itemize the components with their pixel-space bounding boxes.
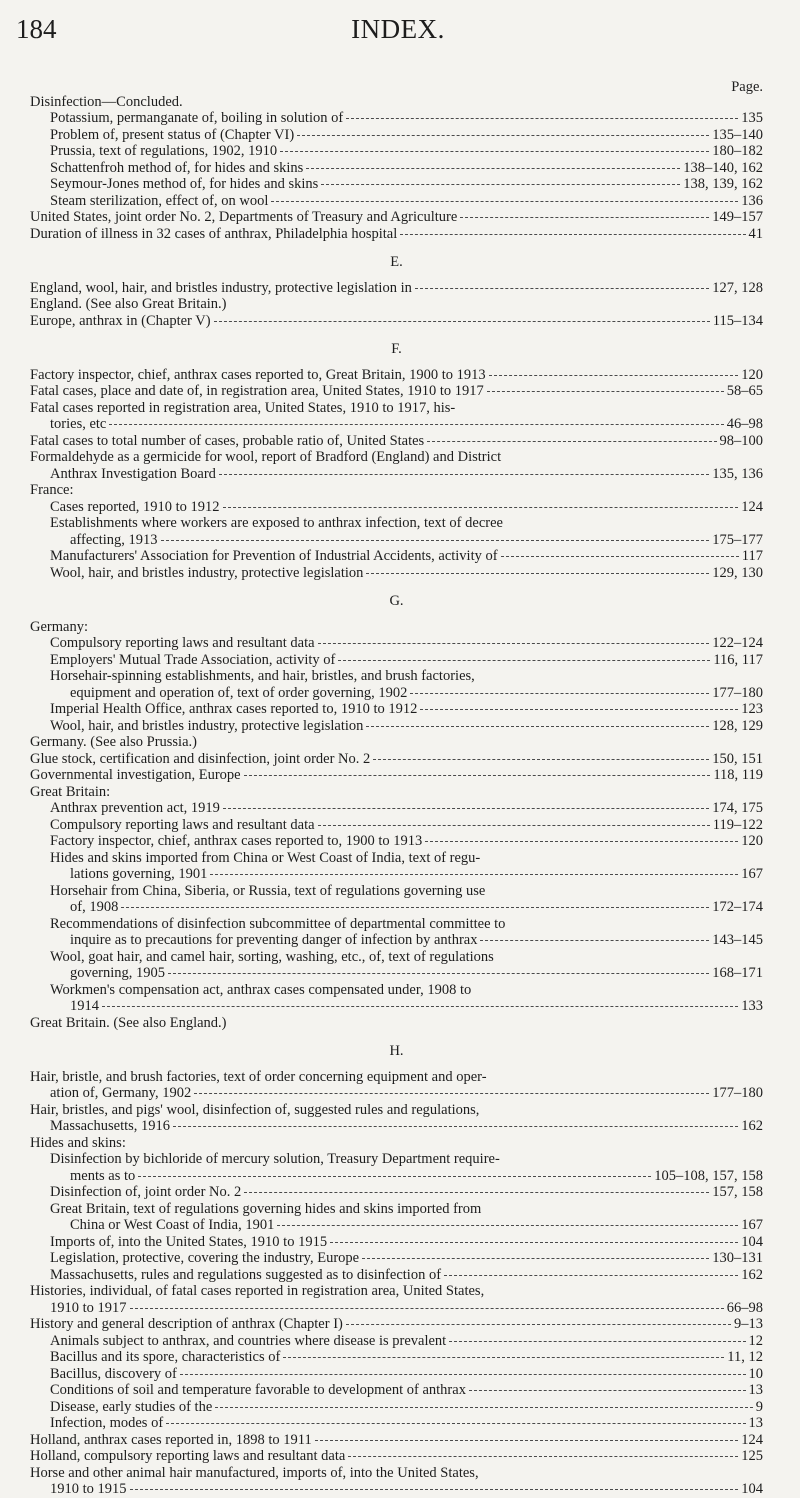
index-entry <box>30 800 763 817</box>
entry-page-ref: 135–140 <box>712 126 763 143</box>
dot-leader <box>415 287 709 289</box>
entry-text: Disease, early studies of the <box>50 1398 213 1415</box>
entry-page-ref: 177–180 <box>712 684 763 701</box>
entry-page-ref: 123 <box>741 701 763 717</box>
entry-text: Anthrax prevention act, 1919 <box>50 800 220 816</box>
dot-leader <box>330 1241 738 1243</box>
entry-text-first-line: Histories, individual, of fatal cases reported in registration area, United States, <box>30 1283 485 1299</box>
dot-leader <box>318 642 710 644</box>
entry-text: Problem of, present status of (Chapter VI) <box>50 126 295 143</box>
entry-text-first-line: Horsehair-spinning establishments, and hair, bristles, and brush factories, <box>50 668 475 684</box>
index-entry <box>30 619 763 636</box>
entry-text: Duration of illness in 32 cases of anthrax, Philadelphia hospital <box>30 225 398 242</box>
dot-leader <box>130 1488 739 1490</box>
dot-leader <box>244 1191 709 1193</box>
entry-page-ref: 167 <box>741 1217 763 1233</box>
dot-leader <box>210 873 738 875</box>
entry-text: Holland, compulsory reporting laws and resultant data <box>30 1448 346 1464</box>
entry-text: Fatal cases to total number of cases, probable ratio of, United States <box>30 432 425 449</box>
section-letter: F. <box>391 341 402 357</box>
entry-text: 1910 to 1915 <box>50 1481 127 1497</box>
index-entry <box>30 1448 763 1465</box>
index-section <box>30 341 763 581</box>
entry-page-ref: 46–98 <box>726 416 763 432</box>
entry-page-ref: 104 <box>741 1233 763 1250</box>
index-entry <box>30 383 763 400</box>
entry-text: Employers' Mutual Trade Association, activity of <box>50 651 336 668</box>
entry-page-ref: 120 <box>741 366 763 383</box>
index-entry <box>30 1349 763 1366</box>
index-entry <box>30 1201 763 1234</box>
entry-text: 1910 to 1917 <box>50 1299 127 1316</box>
index-entry <box>30 982 763 1015</box>
entry-page-ref: 115–134 <box>712 312 763 329</box>
entry-text: lations governing, 1901 <box>70 866 208 882</box>
dot-leader <box>400 233 745 235</box>
entry-text: Hides and skins: <box>30 1134 126 1151</box>
entry-text: Seymour-Jones method of, for hides and skins <box>50 176 319 192</box>
entry-page-ref: 175–177 <box>712 531 763 548</box>
entry-page-ref: 58–65 <box>726 383 763 399</box>
entry-page-ref: 125 <box>741 1448 763 1464</box>
entry-text: France: <box>30 482 74 498</box>
dot-leader <box>321 183 680 185</box>
dot-leader <box>223 506 739 508</box>
index-entry <box>30 635 763 652</box>
entry-page-ref: 129, 130 <box>712 564 763 581</box>
index-entry <box>30 1415 763 1432</box>
entry-text: Anthrax Investigation Board <box>50 465 216 482</box>
index-entry <box>30 482 763 499</box>
dot-leader <box>130 1307 724 1309</box>
entry-page-ref: 135, 136 <box>712 465 763 482</box>
section-letter: G. <box>389 593 404 609</box>
index-entry <box>30 734 763 751</box>
dot-leader <box>223 807 709 809</box>
entry-page-ref: 10 <box>748 1365 763 1382</box>
dot-leader <box>469 1389 746 1391</box>
entry-page-ref: 167 <box>741 866 763 882</box>
index-entry <box>30 668 763 701</box>
entry-text: Compulsory reporting laws and resultant data <box>50 635 315 651</box>
entry-page-ref: 180–182 <box>712 143 763 159</box>
dot-leader <box>348 1455 738 1457</box>
dot-leader <box>366 572 709 574</box>
entry-page-ref: 138–140, 162 <box>683 159 763 176</box>
dot-leader <box>219 473 709 475</box>
entry-text: Disinfection of, joint order No. 2 <box>50 1184 242 1200</box>
dot-leader <box>480 939 709 941</box>
entry-page-ref: 118, 119 <box>713 767 763 783</box>
index-entry <box>30 1333 763 1350</box>
entry-text: Massachusetts, 1916 <box>50 1118 171 1134</box>
entry-text-first-line: Recommendations of disinfection subcommittee of departmental committee to <box>50 915 506 932</box>
index-entry <box>30 1465 763 1498</box>
entry-page-ref: 124 <box>741 1431 763 1448</box>
dot-leader <box>277 1224 738 1226</box>
dot-leader <box>444 1274 738 1276</box>
index-entry <box>30 1267 763 1284</box>
index-entry <box>30 209 763 226</box>
entry-page-ref: 157, 158 <box>712 1184 763 1200</box>
entry-text-first-line: Hides and skins imported from China or West Coast of India, text of regu- <box>50 849 481 866</box>
dot-leader <box>410 692 709 694</box>
entry-page-ref: 13 <box>748 1382 763 1398</box>
entry-text: Massachusetts, rules and regulations suggested as to disinfection of <box>50 1266 442 1283</box>
index-entry <box>30 850 763 883</box>
index-entry <box>30 226 763 243</box>
entry-page-ref: 124 <box>741 498 763 515</box>
entry-page-ref: 105–108, 157, 158 <box>654 1167 763 1184</box>
entry-text: Factory inspector, chief, anthrax cases reported to, 1900 to 1913 <box>50 833 423 849</box>
index-entry <box>30 296 763 313</box>
dot-leader <box>297 134 709 136</box>
index-section <box>30 254 763 329</box>
dot-leader <box>180 1373 746 1375</box>
dot-leader <box>449 1340 745 1342</box>
entry-text: Compulsory reporting laws and resultant data <box>50 816 315 833</box>
entry-page-ref: 162 <box>741 1118 763 1134</box>
running-header <box>16 14 780 48</box>
dot-leader <box>306 167 680 169</box>
dot-leader <box>373 758 709 760</box>
index-entry <box>30 449 763 482</box>
index-entry <box>30 916 763 949</box>
dot-leader <box>215 1406 752 1408</box>
entry-page-ref: 127, 128 <box>712 279 763 296</box>
entry-page-ref: 122–124 <box>712 635 763 651</box>
entry-text-first-line: Great Britain, text of regulations governing hides and skins imported from <box>50 1200 482 1217</box>
entry-page-ref: 130–131 <box>712 1250 763 1266</box>
dot-leader <box>161 539 710 541</box>
entry-text-first-line: Workmen's compensation act, anthrax cases compensated under, 1908 to <box>50 981 472 998</box>
running-title: INDEX. <box>351 14 445 44</box>
index-entry <box>30 367 763 384</box>
entry-text: Factory inspector, chief, anthrax cases reported to, Great Britain, 1900 to 1913 <box>30 366 486 383</box>
index-entry <box>30 565 763 582</box>
entry-text: Great Britain: <box>30 783 111 800</box>
entry-page-ref: 174, 175 <box>712 800 763 816</box>
dot-leader <box>489 374 739 376</box>
index-entry <box>30 1366 763 1383</box>
entry-text: Animals subject to anthrax, and countries where disease is prevalent <box>50 1332 447 1349</box>
entry-text: England, wool, hair, and bristles industry, protective legislation in <box>30 279 412 296</box>
entry-page-ref: 128, 129 <box>712 717 763 734</box>
section-letter: H. <box>389 1043 404 1059</box>
dot-leader <box>166 1422 745 1424</box>
dot-leader <box>138 1175 651 1177</box>
index-entry <box>30 433 763 450</box>
dot-leader <box>102 1005 738 1007</box>
entry-page-ref: 120 <box>741 833 763 849</box>
entry-text: Schattenfroh method of, for hides and skins <box>50 159 304 176</box>
dot-leader <box>366 725 709 727</box>
dot-leader <box>501 555 739 557</box>
entry-text-first-line: Disinfection by bichloride of mercury solution, Treasury Department require- <box>50 1151 500 1167</box>
dot-leader <box>194 1092 709 1094</box>
dot-leader <box>168 972 709 974</box>
index-entry <box>30 1102 763 1135</box>
entry-text: Europe, anthrax in (Chapter V) <box>30 312 211 329</box>
index-entry <box>30 400 763 433</box>
index-entry <box>30 143 763 160</box>
entry-text-first-line: Establishments where workers are exposed to anthrax infection, text of decree <box>50 515 503 531</box>
index-entry <box>30 1283 763 1316</box>
entry-page-ref: 12 <box>748 1332 763 1349</box>
entry-text: United States, joint order No. 2, Departments of Treasury and Agriculture <box>30 209 458 225</box>
index-entry <box>30 499 763 516</box>
index-entry <box>30 1069 763 1102</box>
entry-text: Governmental investigation, Europe <box>30 767 241 783</box>
entry-page-ref: 9 <box>755 1398 763 1415</box>
dot-leader <box>271 200 738 202</box>
page-number: 184 <box>16 14 57 44</box>
index-content <box>30 79 763 1498</box>
dot-leader <box>460 216 709 218</box>
entry-text: inquire as to precautions for preventing danger of infection by anthrax <box>70 932 478 948</box>
dot-leader <box>315 1439 739 1441</box>
entry-page-ref: 11, 12 <box>727 1349 763 1365</box>
page-column-label: Page. <box>731 79 763 95</box>
index-entry <box>30 1432 763 1449</box>
entry-text-first-line: Hair, bristle, and brush factories, text of order concerning equipment and oper- <box>30 1068 487 1085</box>
entry-text-first-line: Horsehair from China, Siberia, or Russia, text of regulations governing use <box>50 882 486 899</box>
entry-page-ref: 177–180 <box>712 1085 763 1101</box>
index-entry <box>30 1184 763 1201</box>
entry-text: Bacillus, discovery of <box>50 1365 177 1382</box>
dot-leader <box>121 906 709 908</box>
index-entry <box>30 652 763 669</box>
index-entry <box>30 94 763 111</box>
index-entry <box>30 548 763 565</box>
entry-page-ref: 116, 117 <box>713 651 763 668</box>
entry-page-ref: 13 <box>748 1415 763 1431</box>
index-entry <box>30 1316 763 1333</box>
entry-text: Potassium, permanganate of, boiling in solution of <box>50 110 344 126</box>
entry-text: 1914 <box>70 998 99 1014</box>
entry-text: Wool, hair, and bristles industry, protective legislation <box>50 717 364 734</box>
entry-text: Prussia, text of regulations, 1902, 1910 <box>50 143 278 159</box>
index-entry <box>30 767 763 784</box>
entry-page-ref: 149–157 <box>712 209 763 225</box>
entry-page-ref: 168–171 <box>712 965 763 981</box>
index-entry <box>30 883 763 916</box>
index-entry <box>30 1399 763 1416</box>
entry-text: Legislation, protective, covering the industry, Europe <box>50 1250 360 1266</box>
entry-text: affecting, 1913 <box>70 531 158 548</box>
index-entry <box>30 160 763 177</box>
entry-page-ref: 66–98 <box>726 1299 763 1316</box>
entry-text: Bacillus and its spore, characteristics of <box>50 1349 281 1365</box>
entry-text: Manufacturers' Association for Prevention of Industrial Accidents, activity of <box>50 548 498 564</box>
dot-leader <box>214 320 710 322</box>
entry-text: Disinfection—Concluded. <box>30 93 183 110</box>
index-entry <box>30 1135 763 1152</box>
entry-text-first-line: Horse and other animal hair manufactured, imports of, into the United States, <box>30 1464 479 1481</box>
entry-page-ref: 119–122 <box>712 816 763 833</box>
entry-text: Cases reported, 1910 to 1912 <box>50 498 220 515</box>
entry-page-ref: 133 <box>741 998 763 1014</box>
entry-text: Glue stock, certification and disinfection, joint order No. 2 <box>30 750 371 767</box>
entry-text: of, 1908 <box>70 899 119 915</box>
dot-leader <box>338 659 710 661</box>
entry-page-ref: 41 <box>748 225 763 242</box>
entry-text-first-line: Hair, bristles, and pigs' wool, disinfection of, suggested rules and regulations, <box>30 1101 480 1118</box>
dot-leader <box>427 440 716 442</box>
entry-text: History and general description of anthrax (Chapter I) <box>30 1316 343 1332</box>
index-entry <box>30 1015 763 1032</box>
entry-text: ation of, Germany, 1902 <box>50 1085 192 1101</box>
index-entry <box>30 176 763 193</box>
index-section <box>30 94 763 243</box>
dot-leader <box>346 117 738 119</box>
index-section <box>30 593 763 1031</box>
index-entry <box>30 784 763 801</box>
dot-leader <box>173 1125 738 1127</box>
entry-text-first-line: Formaldehyde as a germicide for wool, report of Bradford (England) and District <box>30 449 502 465</box>
dot-leader <box>346 1323 731 1325</box>
entry-page-ref: 9–13 <box>734 1316 763 1332</box>
index-entry <box>30 701 763 718</box>
entry-text: tories, etc <box>50 416 107 432</box>
index-entry <box>30 833 763 850</box>
entry-text: equipment and operation of, text of order governing, 1902 <box>70 684 408 701</box>
index-entry <box>30 718 763 735</box>
index-entry <box>30 313 763 330</box>
entry-page-ref: 143–145 <box>712 932 763 948</box>
dot-leader <box>283 1356 724 1358</box>
entry-text-first-line: Wool, goat hair, and camel hair, sorting, washing, etc., of, text of regulations <box>50 948 494 965</box>
entry-page-ref: 135 <box>741 110 763 126</box>
entry-text: Fatal cases, place and date of, in registration area, United States, 1910 to 1917 <box>30 383 484 399</box>
entry-page-ref: 98–100 <box>719 432 763 449</box>
dot-leader <box>487 390 724 392</box>
entry-text-first-line: Fatal cases reported in registration area, United States, 1910 to 1917, his- <box>30 399 456 416</box>
index-entry <box>30 1382 763 1399</box>
entry-text: England. (See also Great Britain.) <box>30 296 227 312</box>
section-letter: E. <box>390 254 403 270</box>
entry-page-ref: 150, 151 <box>712 750 763 767</box>
index-entry <box>30 949 763 982</box>
index-entry <box>30 127 763 144</box>
entry-text: Wool, hair, and bristles industry, protective legislation <box>50 564 364 581</box>
dot-leader <box>425 840 738 842</box>
entry-page-ref: 104 <box>741 1481 763 1497</box>
entry-page-ref: 136 <box>741 192 763 209</box>
entry-text: Germany: <box>30 618 88 635</box>
index-entry <box>30 1250 763 1267</box>
entry-page-ref: 138, 139, 162 <box>683 176 763 192</box>
dot-leader <box>244 774 711 776</box>
index-entry <box>30 515 763 548</box>
entry-text: Imports of, into the United States, 1910 to 1915 <box>50 1233 328 1250</box>
entry-text: Great Britain. (See also England.) <box>30 1014 227 1031</box>
entry-text: Holland, anthrax cases reported in, 1898 to 1911 <box>30 1431 312 1448</box>
index-entry <box>30 110 763 127</box>
index-entry <box>30 817 763 834</box>
dot-leader <box>420 708 738 710</box>
index-section <box>30 1043 763 1498</box>
entry-text: China or West Coast of India, 1901 <box>70 1217 275 1233</box>
index-entry <box>30 1234 763 1251</box>
entry-page-ref: 117 <box>741 548 763 564</box>
entry-page-ref: 172–174 <box>712 899 763 915</box>
entry-text: ments as to <box>70 1167 136 1184</box>
dot-leader <box>318 824 710 826</box>
entry-text: Imperial Health Office, anthrax cases reported to, 1910 to 1912 <box>50 701 418 717</box>
entry-text: Steam sterilization, effect of, on wool <box>50 192 269 209</box>
dot-leader <box>109 423 723 425</box>
index-entry <box>30 193 763 210</box>
entry-text: Conditions of soil and temperature favorable to development of anthrax <box>50 1382 466 1398</box>
dot-leader <box>280 150 709 152</box>
entry-text: Germany. (See also Prussia.) <box>30 734 197 750</box>
dot-leader <box>362 1257 709 1259</box>
entry-text: governing, 1905 <box>70 965 166 981</box>
entry-page-ref: 162 <box>741 1266 763 1283</box>
index-entry <box>30 1151 763 1184</box>
index-entry <box>30 751 763 768</box>
index-entry <box>30 280 763 297</box>
entry-text: Infection, modes of <box>50 1415 164 1431</box>
